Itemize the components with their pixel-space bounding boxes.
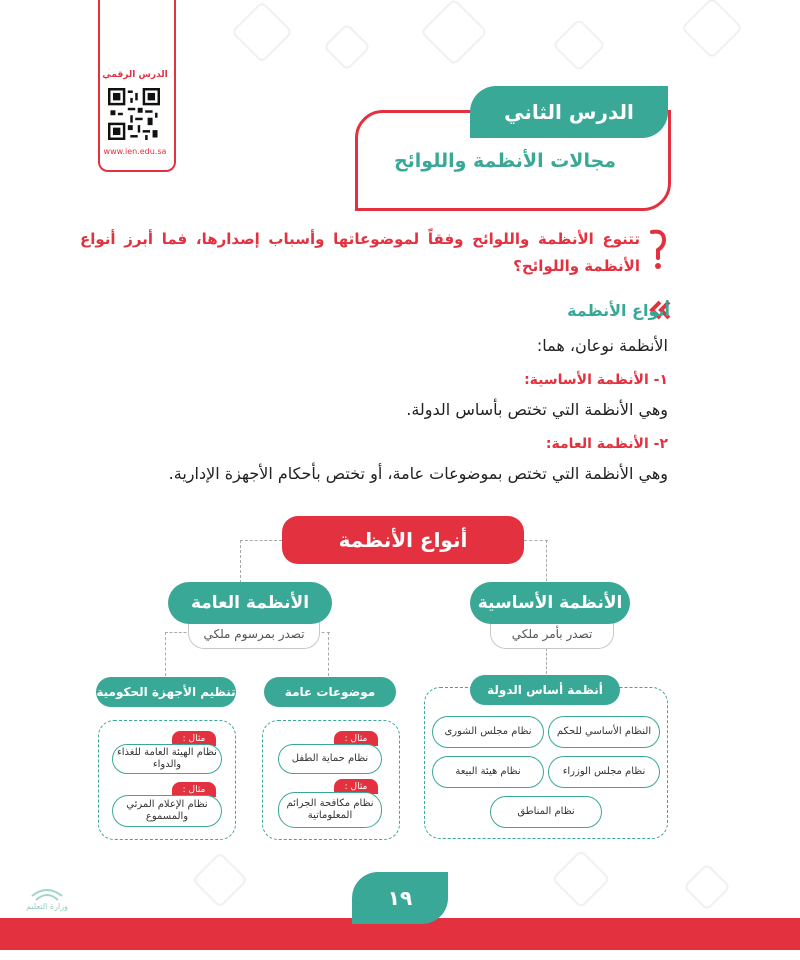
basic-item: نظام هيئة البيعة [432,756,544,788]
basic-item: نظام المناطق [490,796,602,828]
connector [240,540,282,541]
bg-pattern [681,0,743,59]
intro-question: تتنوع الأنظمة واللوائح وفقاً لموضوعاتها وأسباب إصدارها، فما أبرز أنواع الأنظمة واللوائح؟ [80,230,640,275]
general-topics-label: موضوعات عامة [264,677,396,707]
bg-pattern [323,23,371,71]
ministry-logo-icon [12,878,82,918]
basic-systems-node: الأنظمة الأساسية [470,582,630,624]
diagram-root: أنواع الأنظمة [282,516,524,564]
lesson-title: مجالات الأنظمة واللوائح [393,150,617,172]
type2-heading: ٢- الأنظمة العامة: [545,436,668,452]
bg-pattern [192,852,249,909]
question-mark-icon [648,228,668,274]
type1-text: وهي الأنظمة التي تختص بأساس الدولة. [406,400,668,419]
page-number: ١٩ [352,872,448,924]
website-url[interactable]: www.ien.edu.sa [103,147,167,156]
gov-example: نظام الهيئة العامة للغذاء والدواء [112,744,222,774]
bg-pattern [551,849,610,908]
lesson-number: الدرس الثاني [470,86,668,138]
gov-example: نظام الإعلام المرئي والمسموع [112,795,222,827]
basic-item: نظام مجلس الشورى [432,716,544,748]
type2-text: وهي الأنظمة التي تختص بموضوعات عامة، أو تختص بأحكام الأجهزة الإدارية. [168,464,668,483]
bg-pattern [552,18,606,72]
example-tag: مثال : [172,731,216,746]
qr-code-icon[interactable] [108,88,160,140]
state-foundation-label: أنظمة أساس الدولة [470,675,620,705]
connector [524,540,548,541]
section-heading: أنواع الأنظمة [567,301,670,320]
basic-item: النظام الأساسي للحكم [548,716,660,748]
example-tag: مثال : [334,779,378,794]
connector [240,540,241,588]
topic-example: نظام حماية الطفل [278,744,382,774]
topic-example: نظام مكافحة الجرائم المعلوماتية [278,792,382,828]
digital-lesson-label: الدرس الرقمي [102,70,168,80]
type1-heading: ١- الأنظمة الأساسية: [524,372,668,388]
bg-pattern [231,1,293,63]
connector [165,632,166,676]
bg-pattern [683,863,731,911]
ministry-name: وزارة التعليم [26,902,68,911]
general-note: تصدر بمرسوم ملكي [188,620,320,649]
basic-note: تصدر بأمر ملكي [490,620,614,649]
connector [328,632,329,676]
general-systems-node: الأنظمة العامة [168,582,332,624]
section-intro: الأنظمة نوعان، هما: [536,336,668,355]
basic-item: نظام مجلس الوزراء [548,756,660,788]
bg-pattern [420,0,488,66]
gov-agencies-label: تنظيم الأجهزة الحكومية [96,677,236,707]
connector [546,648,547,674]
connector [546,540,547,586]
example-tag: مثال : [334,731,378,746]
example-tag: مثال : [172,782,216,797]
